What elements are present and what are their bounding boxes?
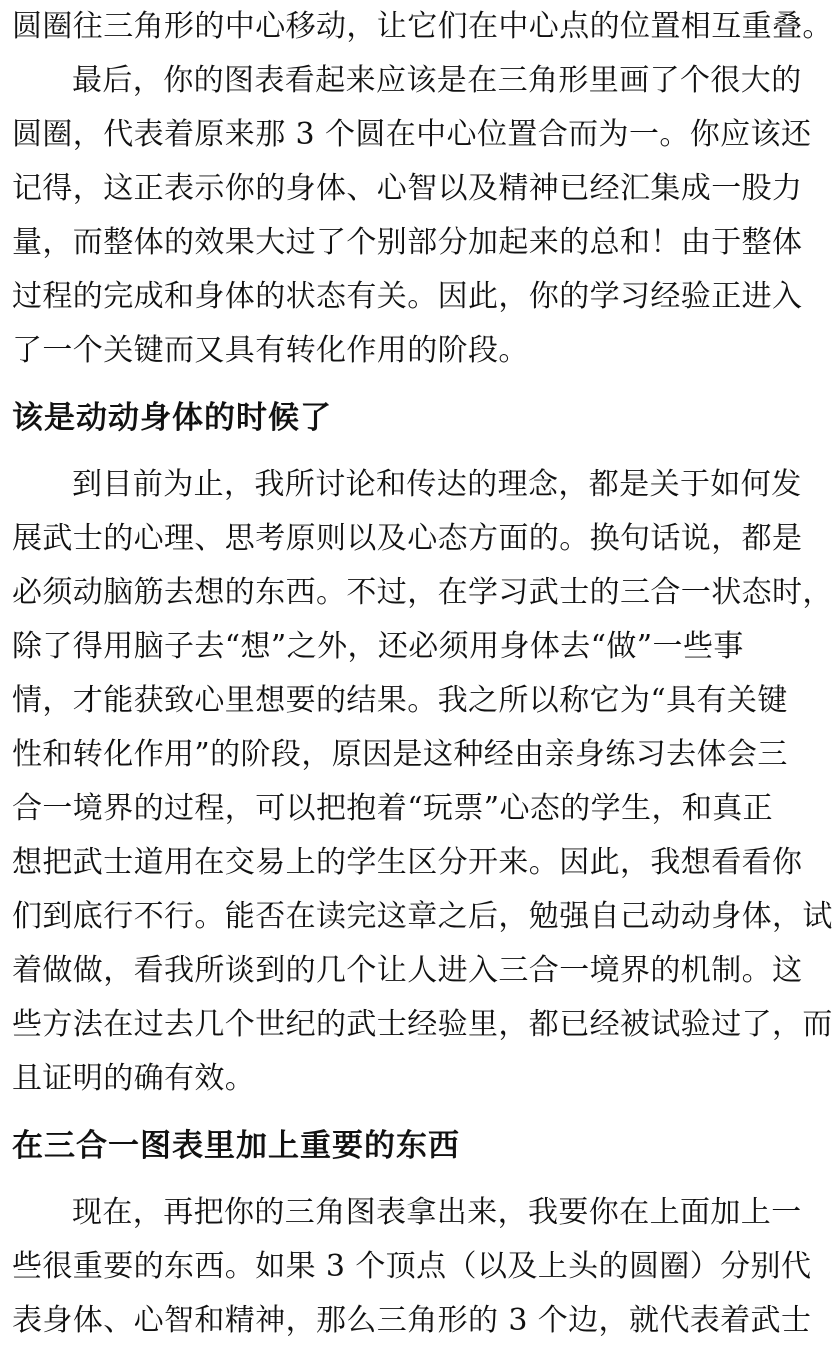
text-line: 过程的完成和身体的状态有关。因此，你的学习经验正进入 bbox=[12, 279, 803, 314]
section-heading: 该是动动身体的时候了 bbox=[12, 400, 332, 436]
paragraph bbox=[12, 1186, 812, 1348]
text-line: 了一个关键而又具有转化作用的阶段。 bbox=[12, 333, 529, 368]
text-line: 最后，你的图表看起来应该是在三角形里画了个很大的 bbox=[72, 63, 802, 98]
paragraph bbox=[12, 54, 812, 378]
text-line: 记得，这正表示你的身体、心智以及精神已经汇集成一股力 bbox=[12, 171, 803, 206]
text-line: 量，而整体的效果大过了个别部分加起来的总和！由于整体 bbox=[12, 225, 803, 260]
text-line: 现在，再把你的三角图表拿出来，我要你在上面加上一 bbox=[72, 1195, 802, 1230]
text-line: 展武士的心理、思考原则以及心态方面的。换句话说，都是 bbox=[12, 521, 803, 556]
document-page bbox=[12, 0, 833, 1348]
text-line: 表身体、心智和精神，那么三角形的 3 个边，就代表着武士 bbox=[12, 1303, 812, 1338]
text-line: 们到底行不行。能否在读完这章之后，勉强自己动动身体，试 bbox=[12, 899, 833, 934]
section-heading: 在三合一图表里加上重要的东西 bbox=[12, 1128, 460, 1164]
text-line: 必须动脑筋去想的东西。不过，在学习武士的三合一状态时， bbox=[12, 575, 833, 610]
text-line: 合一境界的过程，可以把抱着“玩票”心态的学生，和真正 bbox=[12, 791, 774, 826]
text-line: 圆圈往三角形的中心移动，让它们在中心点的位置相互重叠。 bbox=[12, 9, 833, 44]
text-line: 圆圈，代表着原来那 3 个圆在中心位置合而为一。你应该还 bbox=[12, 117, 812, 152]
text-line: 着做做，看我所谈到的几个让人进入三合一境界的机制。这 bbox=[12, 953, 803, 988]
text-line: 情，才能获致心里想要的结果。我之所以称它为“具有关键 bbox=[12, 683, 788, 718]
text-line: 除了得用脑子去“想”之外，还必须用身体去“做”一些事 bbox=[12, 629, 744, 664]
text-line: 想把武士道用在交易上的学生区分开来。因此，我想看看你 bbox=[12, 845, 803, 880]
text-line: 些方法在过去几个世纪的武士经验里，都已经被试验过了，而 bbox=[12, 1007, 833, 1042]
paragraph bbox=[12, 458, 833, 1106]
text-line: 性和转化作用”的阶段，原因是这种经由亲身练习去体会三 bbox=[12, 737, 788, 772]
paragraph bbox=[12, 0, 833, 54]
text-line: 且证明的确有效。 bbox=[12, 1061, 256, 1096]
text-line: 些很重要的东西。如果 3 个顶点（以及上头的圆圈）分别代 bbox=[12, 1249, 812, 1284]
text-line: 到目前为止，我所讨论和传达的理念，都是关于如何发 bbox=[72, 467, 802, 502]
